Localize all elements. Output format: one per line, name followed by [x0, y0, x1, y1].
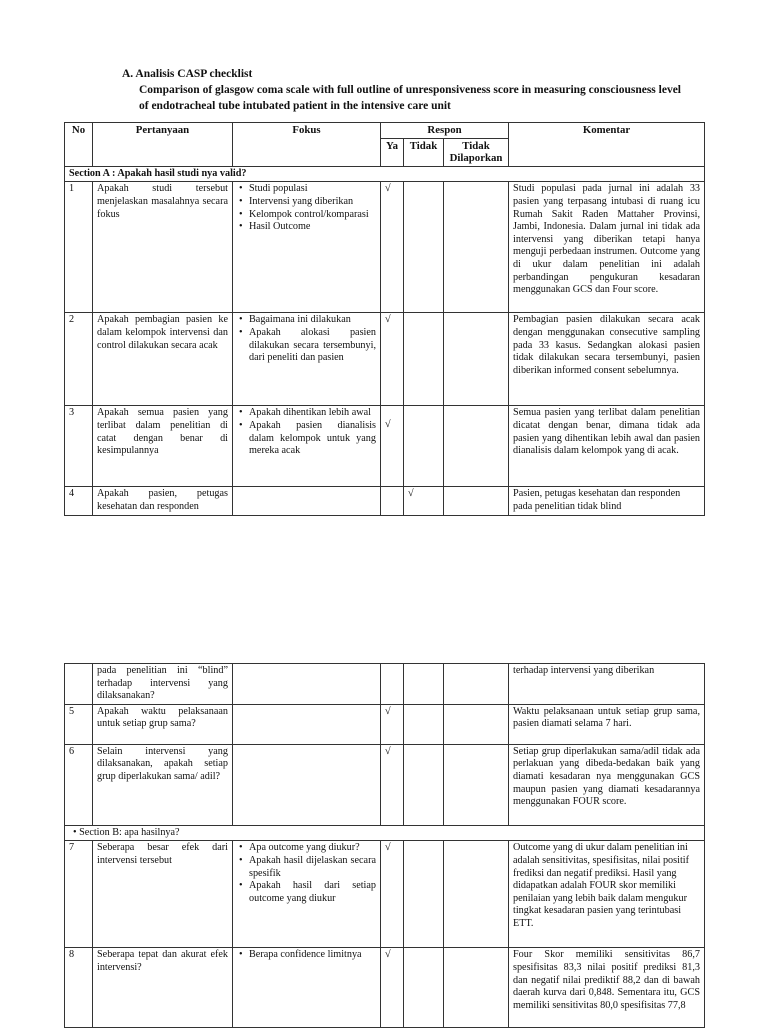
focus-cell	[233, 744, 381, 825]
question-cell: Apakah studi tersebut menjelaskan masalahnya secara fokus	[93, 182, 233, 313]
question-cell: Selain intervensi yang dilaksanakan, apakah setiap grup diperlakukan sama/ adil?	[93, 744, 233, 825]
table-row	[65, 182, 705, 313]
section-b-title: • Section B: apa hasilnya?	[65, 825, 705, 841]
tidak-cell	[404, 841, 444, 948]
ya-cell	[381, 487, 404, 515]
row-number: 3	[65, 406, 93, 487]
focus-item: • Berapa confidence limitnya	[249, 949, 376, 962]
focus-cell	[233, 487, 381, 515]
focus-item: • Apakah dihentikan lebih awal	[249, 407, 376, 420]
row-number: 8	[65, 948, 93, 1028]
tidak-cell	[404, 182, 444, 313]
tidak-dilaporkan-cell	[444, 487, 509, 515]
table-row	[65, 313, 705, 406]
comment-cell: Four Skor memiliki sensitivitas 86,7 spesifisitas 83,3 nilai positif prediksi 81,3 dan negatif nilai prediktif 88,2 dan di bawah daerah kurva dari 0,848. Sementara itu, GCS memiliki sensitivitas 80,0 spesifisitas 77,8	[509, 948, 705, 1028]
focus-item: • Kelompok control/komparasi	[249, 209, 376, 222]
header-ya: Ya	[381, 138, 404, 166]
table-row	[65, 704, 705, 744]
ya-check-mark: √	[381, 744, 404, 825]
heading-subtitle-line2: of endotracheal tube intubated patient in the intensive care unit	[139, 100, 451, 112]
table-row	[65, 948, 705, 1028]
comment-cell: Semua pasien yang terlibat dalam penelitian dicatat dengan benar, dimana tidak ada pasien yang dihentikan lebih awal dan pasien dianalisis dalam kelompok yang di acak.	[509, 406, 705, 487]
focus-item: • Apakah hasil dijelaskan secara spesifik	[249, 855, 376, 880]
row-number: 7	[65, 841, 93, 948]
focus-cell	[233, 841, 381, 948]
comment-cell: terhadap intervensi yang diberikan	[509, 664, 705, 705]
question-cell: Seberapa besar efek dari intervensi tersebut	[93, 841, 233, 948]
focus-cell	[233, 948, 381, 1028]
heading-subtitle-line1: Comparison of glasgow coma scale with full outline of unresponsiveness score in measuring consciousness level	[139, 84, 682, 96]
focus-cell	[233, 704, 381, 744]
tidak-dilaporkan-cell	[444, 841, 509, 948]
header-tidak: Tidak	[404, 138, 444, 166]
tidak-dilaporkan-cell	[444, 704, 509, 744]
section-a-title: Section A : Apakah hasil studi nya valid?	[65, 166, 705, 182]
table-row	[65, 406, 705, 487]
tidak-cell	[404, 744, 444, 825]
focus-item: • Apa outcome yang diukur?	[249, 842, 376, 855]
header-tidak-dilaporkan: Tidak Dilaporkan	[444, 138, 509, 166]
ya-check-mark: √	[381, 182, 404, 313]
focus-cell	[233, 406, 381, 487]
comment-cell: Waktu pelaksanaan untuk setiap grup sama, pasien diamati selama 7 hari.	[509, 704, 705, 744]
table-row	[65, 664, 705, 705]
ya-cell	[381, 664, 404, 705]
focus-item: • Apakah hasil dari setiap outcome yang diukur	[249, 880, 376, 905]
ya-check-mark: √	[381, 948, 404, 1028]
tidak-dilaporkan-cell	[444, 182, 509, 313]
row-number: 1	[65, 182, 93, 313]
tidak-dilaporkan-cell	[444, 313, 509, 406]
tidak-cell	[404, 948, 444, 1028]
table-row	[65, 487, 705, 515]
tidak-dilaporkan-cell	[444, 406, 509, 487]
header-fokus: Fokus	[233, 123, 381, 167]
ya-check-mark: √	[381, 841, 404, 948]
tidak-dilaporkan-cell	[444, 948, 509, 1028]
casp-table-part2	[64, 663, 705, 1028]
ya-check-mark: √	[381, 313, 404, 406]
header-no: No	[65, 123, 93, 167]
row-number: 6	[65, 744, 93, 825]
focus-item: • Intervensi yang diberikan	[249, 196, 376, 209]
question-cell: pada penelitian ini “blind” terhadap intervensi yang dilaksanakan?	[93, 664, 233, 705]
tidak-cell	[404, 664, 444, 705]
tidak-dilaporkan-cell	[444, 744, 509, 825]
header-komentar: Komentar	[509, 123, 705, 167]
comment-cell: Outcome yang di ukur dalam penelitian ini adalah sensitivitas, spesifisitas, nilai positif frediksi dan negatif prediksi. Hasil yang didapatkan adalah FOUR skor memiliki penilaian yang lebih baik dalam mengukur tingkat kesadaran pasien yang terintubasi ETT.	[509, 841, 705, 948]
row-number: 4	[65, 487, 93, 515]
ya-check-mark: √	[381, 704, 404, 744]
header-pertanyaan: Pertanyaan	[93, 123, 233, 167]
focus-item: • Apakah alokasi pasien dilakukan secara tersembunyi, dari peneliti dan pasien	[249, 327, 376, 365]
focus-cell	[233, 313, 381, 406]
tidak-cell	[404, 704, 444, 744]
comment-cell: Setiap grup diperlakukan sama/adil tidak ada perlakuan yang dibeda-bedakan baik yang diamati kesadaran nya menggunakan GCS maupun pasien yang diamati kesadarannya menggunakan FOUR score.	[509, 744, 705, 825]
question-cell: Seberapa tepat dan akurat efek intervensi?	[93, 948, 233, 1028]
row-number	[65, 664, 93, 705]
heading-title: A. Analisis CASP checklist	[122, 68, 253, 80]
question-cell: Apakah semua pasien yang terlibat dalam penelitian di catat dengan benar di kesimpulannya	[93, 406, 233, 487]
table-row	[65, 841, 705, 948]
focus-item: • Apakah pasien dianalisis dalam kelompok untuk yang mereka acak	[249, 420, 376, 458]
tidak-dilaporkan-cell	[444, 664, 509, 705]
focus-item: • Hasil Outcome	[249, 221, 376, 234]
comment-cell: Studi populasi pada jurnal ini adalah 33 pasien yang terpasang intubasi di ruang icu Rumah Sakit Raden Mattaher Provinsi, Jambi, Indonesia. Dalam jurnal ini tidak ada intervensi yang diberikan tetapi hanya menguji perbedaan instrumen. Outcome yang di ukur dalam penelitian ini adalah perbandingan pengukuran kesadaran menggunakan GCS dan Four score.	[509, 182, 705, 313]
row-number: 5	[65, 704, 93, 744]
ya-check-mark: √	[381, 406, 404, 487]
row-number: 2	[65, 313, 93, 406]
header-respon: Respon	[381, 123, 509, 139]
question-cell: Apakah pembagian pasien ke dalam kelompok intervensi dan control dilakukan secara acak	[93, 313, 233, 406]
tidak-cell	[404, 313, 444, 406]
comment-cell: Pasien, petugas kesehatan dan responden pada penelitian tidak blind	[509, 487, 705, 515]
focus-item: • Studi populasi	[249, 183, 376, 196]
question-cell: Apakah pasien, petugas kesehatan dan responden	[93, 487, 233, 515]
comment-cell: Pembagian pasien dilakukan secara acak dengan menggunakan consecutive sampling pada 33 kasus. Sedangkan alokasi pasien tidak dilakukan secara tersembunyi, pasien diberikan informed consent sebelumnya.	[509, 313, 705, 406]
focus-item: • Bagaimana ini dilakukan	[249, 314, 376, 327]
casp-table-part1	[64, 122, 705, 516]
section-heading	[122, 66, 722, 114]
question-cell: Apakah waktu pelaksanaan untuk setiap grup sama?	[93, 704, 233, 744]
table-row	[65, 744, 705, 825]
tidak-cell	[404, 406, 444, 487]
tidak-check-mark: √	[404, 487, 444, 515]
focus-cell	[233, 182, 381, 313]
focus-cell	[233, 664, 381, 705]
